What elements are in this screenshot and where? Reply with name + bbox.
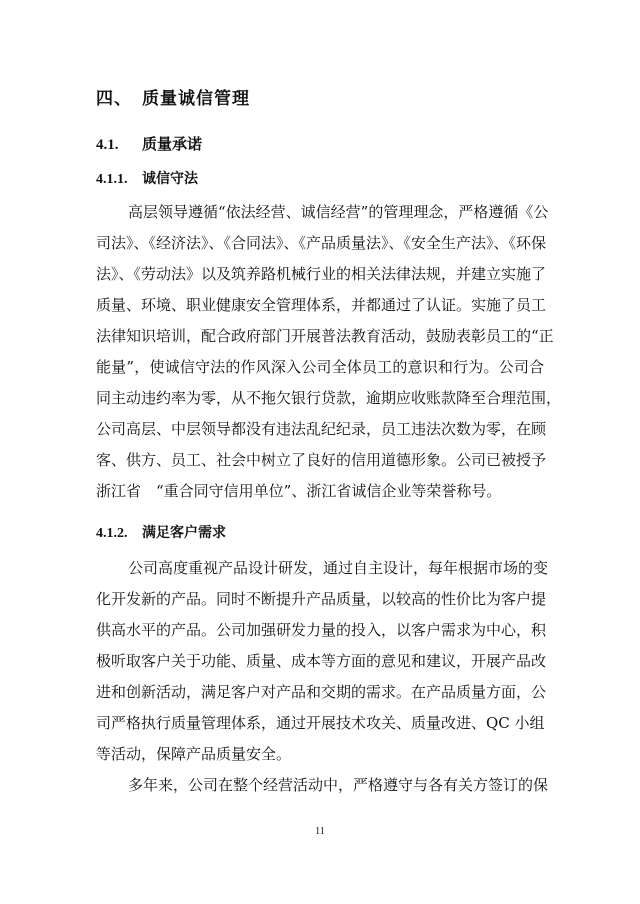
paragraph-line: 公司高层、中层领导都没有违法乱纪纪录，员工违法次数为零，在顾 — [96, 420, 547, 438]
chapter-number: 四、 — [96, 89, 132, 109]
subsection-number: 4.1.2. — [96, 526, 128, 541]
subsection-heading-1 — [96, 168, 198, 188]
paragraph-line: 法律知识培训，配合政府部门开展普法教育活动，鼓励表彰员工的“正 — [96, 327, 554, 345]
paragraph-line: 同主动违约率为零，从不拖欠银行贷款，逾期应收账款降至合理范围， — [96, 389, 562, 407]
chapter-heading — [96, 84, 250, 109]
paragraph-line: 多年来，公司在整个经营活动中，严格遵守与各有关方签订的保 — [128, 776, 549, 794]
paragraph-line: 高层领导遵循“依法经营、诚信经营”的管理理念，严格遵循《公 — [128, 203, 549, 221]
paragraph-line: 司严格执行质量管理体系，通过开展技术攻关、质量改进、QC 小组 — [96, 714, 545, 732]
paragraph-line: 公司高度重视产品设计研发，通过自主设计，每年根据市场的变 — [128, 559, 549, 577]
paragraph-line: 司法》、《经济法》、《合同法》、《产品质量法》、《安全生产法》、《环保 — [96, 234, 547, 252]
subsection-title: 满足客户需求 — [142, 525, 226, 541]
paragraph-line: 等活动，保障产品质量安全。 — [96, 745, 292, 763]
page-number: 11 — [315, 826, 325, 837]
paragraph-line: 质量、环境、职业健康安全管理体系，并都通过了认证。实施了员工 — [96, 296, 547, 314]
subsection-heading-2 — [96, 522, 226, 542]
section-title: 质量承诺 — [142, 135, 203, 153]
paragraph-line: 化开发新的产品。同时不断提升产品质量，以较高的性价比为客户提 — [96, 590, 547, 608]
paragraph-line: 进和创新活动，满足客户对产品和交期的需求。在产品质量方面，公 — [96, 683, 547, 701]
section-heading — [96, 133, 202, 154]
subsection-number: 4.1.1. — [96, 172, 128, 187]
paragraph-line: 客、供方、员工、社会中树立了良好的信用道德形象。公司已被授予 — [96, 451, 547, 469]
paragraph-line: 供高水平的产品。公司加强研发力量的投入，以客户需求为中心，积 — [96, 621, 547, 639]
paragraph-line: 极听取客户关于功能、质量、成本等方面的意见和建议，开展产品改 — [96, 652, 547, 670]
chapter-title: 质量诚信管理 — [142, 89, 250, 109]
section-number: 4.1. — [96, 137, 119, 153]
paragraph-line: 能量”，使诚信守法的作风深入公司全体员工的意识和行为。公司合 — [96, 358, 544, 376]
subsection-title: 诚信守法 — [142, 171, 198, 187]
paragraph-line: 法》、《劳动法》以及筑养路机械行业的相关法律法规，并建立实施了 — [96, 265, 547, 283]
paragraph-line: 浙江省 “重合同守信用单位”、浙江省诚信企业等荣誉称号。 — [96, 482, 502, 500]
